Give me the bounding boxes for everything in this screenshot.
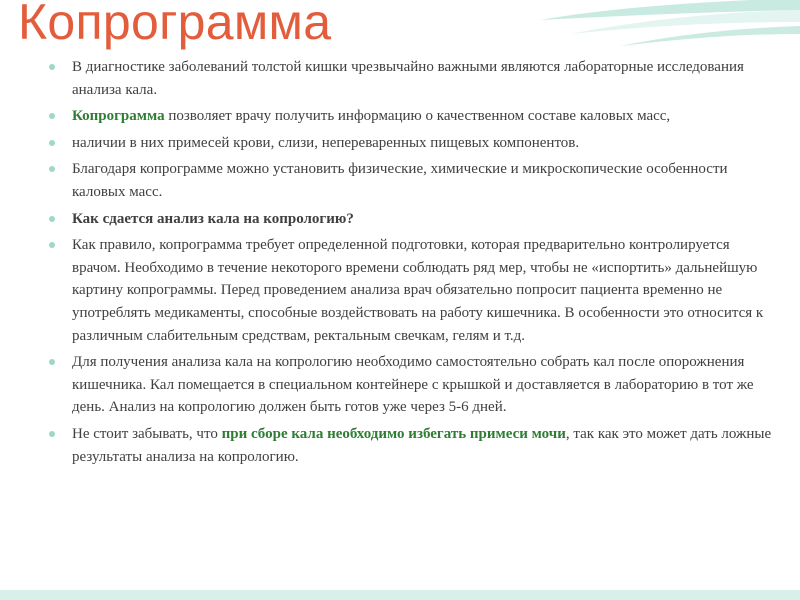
bullet-text: наличии в них примесей крови, слизи, непереваренных пищевых компонентов. [72, 134, 580, 151]
bullet-dot-icon [49, 216, 55, 222]
bullet-dot-icon [49, 140, 55, 146]
bullet-dot-icon [49, 64, 55, 70]
bullet-text: В диагностике заболеваний толстой кишки чрезвычайно важными являются лабораторные исследования анализа кала. [72, 59, 744, 98]
bold-text: Как сдается анализ кала на копрологию? [72, 210, 354, 227]
highlighted-text: при сборе кала необходимо избегать примеси мочи [221, 425, 566, 442]
bottom-accent-bar [0, 590, 800, 600]
bullet-dot-icon [49, 166, 55, 172]
bullet-item [48, 158, 773, 203]
ribbon-3 [620, 26, 800, 46]
bullet-item [48, 208, 773, 231]
bullet-dot-icon [49, 359, 55, 365]
highlighted-text: Копрограмма [72, 108, 165, 125]
bullet-text: позволяет врачу получить информацию о качественном составе каловых масс, [164, 108, 671, 125]
bullet-item [48, 132, 773, 155]
bullet-item [48, 423, 773, 468]
bullet-item [48, 56, 773, 101]
bullet-dot-icon [49, 431, 55, 437]
bullet-item [48, 351, 773, 419]
bullet-text: Благодаря копрограмме можно установить физические, химические и микроскопические особенности каловых масс. [72, 161, 728, 200]
bullet-item [48, 105, 773, 128]
bullet-item [48, 234, 773, 347]
bullet-text: , так как это может дать ложные результаты анализа на копрологию. [72, 425, 772, 465]
bullet-text: Как правило, копрограмма требует определенной подготовки, которая предварительно контролируется врачом. Необходимо в течение некоторого времени соблюдать ряд мер, чтобы не «испортить» дальнейшую картину копрограммы. Перед проведением анализа врач обязательно попросит пациента временно не употреблять медикаменты, способные воздействовать на работу кишечника. В особенности это относится к различным слабительным средствам, ректальным свечкам, гелям и т.д. [72, 237, 764, 344]
slide-title: Копрограмма [18, 0, 332, 50]
bullet-dot-icon [49, 113, 55, 119]
decorative-ribbons [540, 0, 800, 60]
bullet-list [48, 56, 773, 472]
bullet-text: Не стоит забывать, что [72, 425, 222, 442]
bullet-text: Для получения анализа кала на копрологию необходимо самостоятельно собрать кал после опорожнения кишечника. Кал помещается в специальном контейнере с крышкой и доставляется в лабораторию в тот же день. Анализ на копрологию должен быть готов уже через 5-6 дней. [72, 354, 754, 416]
bullet-dot-icon [49, 242, 55, 248]
